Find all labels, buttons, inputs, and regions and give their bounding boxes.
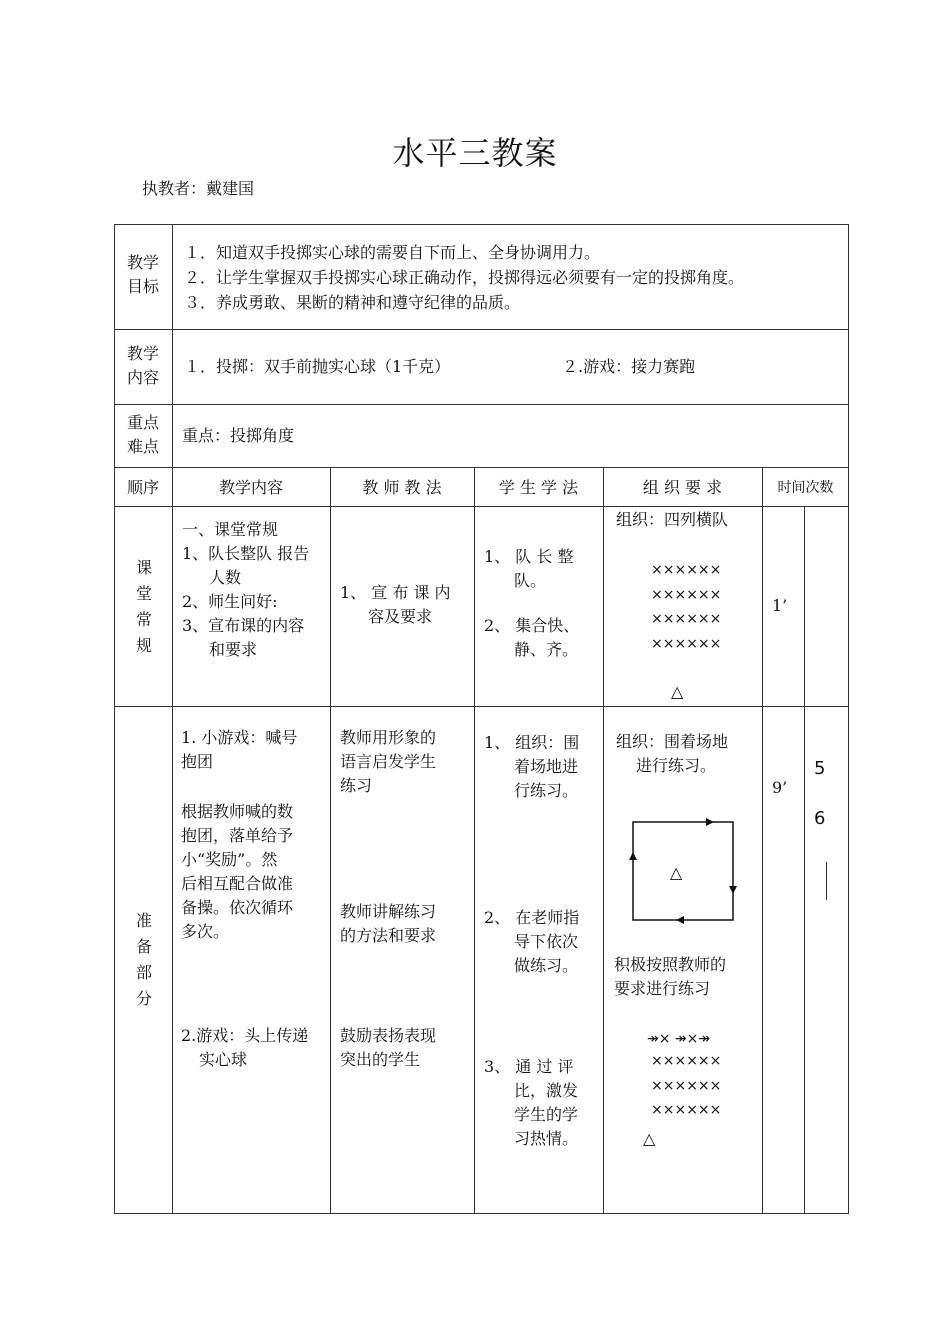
arrow-down-icon — [729, 886, 737, 894]
routine-formation: ×××××× ×××××× ×××××× ×××××× — [651, 562, 722, 652]
header-time: 时间次数 — [777, 480, 834, 496]
row-divider — [114, 506, 849, 507]
prep-formation: ×××××× ×××××× ×××××× — [651, 1053, 722, 1118]
prep-student-method-2: 2、 在老师指 导下依次 做练习。 — [484, 908, 580, 975]
prep-org-title: 组织：围着场地 进行练习。 — [616, 732, 729, 775]
goal-label: 教学 目标 — [126, 253, 159, 296]
row-divider — [114, 329, 849, 330]
header-order: 顺序 — [126, 478, 159, 497]
prep-content-game2: 2.游戏：头上传递 实心球 — [181, 1026, 309, 1069]
row-divider — [114, 706, 849, 707]
content-label: 教学 内容 — [126, 344, 159, 387]
pass-arrows-row: ↠× ↠×↠ — [647, 1031, 711, 1047]
arrow-right-icon — [706, 818, 714, 826]
prep-org-note: 积极按照教师的 要求进行练习 — [614, 955, 727, 998]
content-item-1: １．投掷：双手前抛实心球（1千克） — [184, 357, 451, 376]
goal-2: ２．让学生掌握双手投掷实心球正确动作，投掷得远必须要有一定的投掷角度。 — [184, 268, 745, 287]
key-label: 重点 难点 — [126, 413, 159, 456]
routine-student-method: 1、 队 长 整 队。 2、 集合快、 静、齐。 — [484, 547, 580, 659]
routine-content: 一、课堂常规 1、队长整队 报告 人数 2、师生问好: 3、宣布课的内容 和要求 — [182, 520, 310, 659]
teacher-name: 执教者：戴建国 — [142, 179, 255, 198]
prep-teacher-method-1: 教师用形象的 语言启发学生 练习 — [340, 728, 437, 795]
prep-count-6: 6 — [814, 808, 826, 829]
row-divider — [114, 404, 849, 405]
col-divider — [762, 467, 763, 1214]
arrow-left-icon — [676, 916, 684, 924]
col-divider — [172, 224, 173, 1214]
prep-teacher-method-2: 教师讲解练习 的方法和要求 — [340, 902, 437, 945]
col-divider — [474, 467, 475, 1214]
content-item-2: ２.游戏：接力赛跑 — [562, 357, 696, 376]
prep-triangle-icon: △ — [643, 1129, 656, 1148]
header-teacher-method: 教 师 教 法 — [362, 478, 442, 497]
header-student-method: 学 生 学 法 — [498, 478, 579, 497]
prep-time: 9’ — [772, 778, 788, 797]
goal-1: １．知道双手投掷实心球的需要自下而上、全身协调用力。 — [184, 243, 601, 262]
prep-teacher-method-3: 鼓励表扬表现 突出的学生 — [340, 1026, 437, 1069]
prep-count-5: 5 — [814, 758, 826, 779]
prep-label: 准 备 部 分 — [135, 911, 152, 1008]
col-divider — [804, 506, 805, 1214]
row-divider — [114, 467, 849, 468]
count-divider-mark — [826, 862, 827, 900]
prep-content-game1: 1. 小游戏：喊号 抱团 — [181, 728, 298, 771]
col-divider — [330, 467, 331, 1214]
routine-teacher-method: 1、 宣 布 课 内 容及要求 — [340, 583, 451, 626]
routine-label: 课 堂 常 规 — [135, 558, 152, 655]
header-organization: 组 织 要 求 — [642, 478, 723, 497]
field-circulation-diagram — [624, 814, 744, 930]
col-divider — [603, 467, 604, 1214]
routine-org-title: 组织：四列横队 — [616, 510, 729, 529]
teacher-triangle-icon: △ — [671, 682, 684, 701]
square-triangle-icon: △ — [670, 863, 683, 882]
header-content: 教学内容 — [218, 478, 283, 497]
routine-time: 1’ — [772, 596, 788, 615]
prep-student-method-3: 3、 通 过 评 比，激发 学生的学 习热情。 — [484, 1057, 579, 1148]
arrow-up-icon — [629, 852, 637, 860]
page-title: 水平三教案 — [392, 134, 558, 172]
key-point: 重点：投掷角度 — [182, 426, 295, 445]
goal-3: ３．养成勇敢、果断的精神和遵守纪律的品质。 — [184, 293, 521, 312]
prep-content-game1-desc: 根据教师喊的数 抱团，落单给予 小“奖励”。然 后相互配合做准 备操。依次循环 多次。 — [181, 802, 294, 941]
prep-student-method-1: 1、 组织：围 着场地进 行练习。 — [484, 733, 580, 800]
